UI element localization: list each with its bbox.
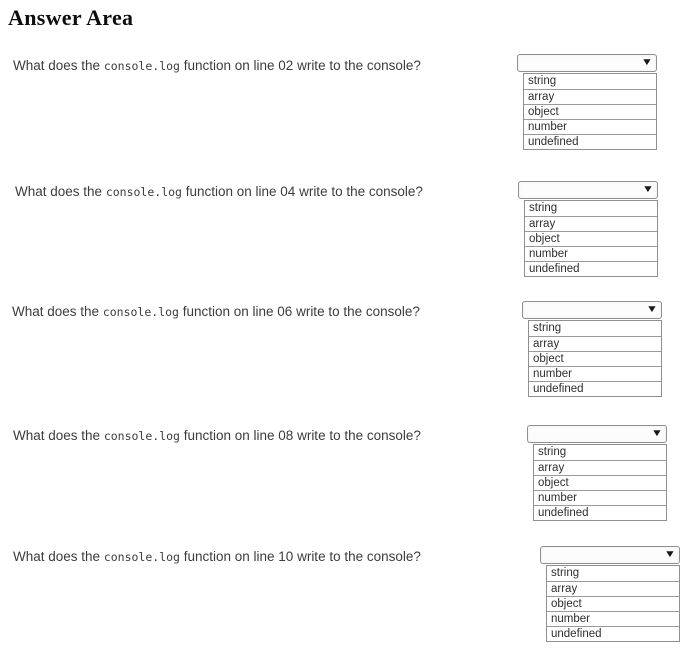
question-prefix: What does the <box>13 549 104 564</box>
option-number[interactable]: number <box>524 119 656 134</box>
option-object[interactable]: object <box>547 596 679 611</box>
option-array[interactable]: array <box>524 89 656 104</box>
question-2-text <box>15 184 423 199</box>
chevron-down-icon[interactable]: ▼ <box>640 57 654 68</box>
question-3-text <box>12 304 420 319</box>
question-5-text <box>13 549 421 564</box>
question-4-options-list <box>533 444 667 521</box>
inline-code: console.log <box>105 185 182 199</box>
option-string[interactable]: string <box>528 75 557 87</box>
question-2-select[interactable] <box>518 181 658 199</box>
question-3-select[interactable] <box>522 301 662 319</box>
inline-code: console.log <box>102 305 179 319</box>
inline-code: console.log <box>103 59 180 73</box>
question-4-text <box>13 428 421 443</box>
option-string[interactable]: string <box>533 322 562 334</box>
question-suffix: function on line 10 write to the console? <box>179 549 421 564</box>
question-2-dropdown <box>518 181 658 275</box>
option-object[interactable]: object <box>525 231 657 246</box>
option-string[interactable]: string <box>551 567 580 579</box>
question-5-select[interactable] <box>540 546 680 564</box>
option-string[interactable]: string <box>529 202 558 214</box>
option-array[interactable]: array <box>529 336 661 351</box>
option-undefined[interactable]: undefined <box>524 134 656 149</box>
question-5-dropdown <box>540 546 680 640</box>
option-string[interactable]: string <box>538 446 567 458</box>
question-suffix: function on line 08 write to the console? <box>179 428 421 443</box>
question-prefix: What does the <box>13 428 104 443</box>
option-number[interactable]: number <box>534 490 666 505</box>
option-object[interactable]: object <box>529 351 661 366</box>
option-object[interactable]: object <box>524 104 656 119</box>
option-array[interactable]: array <box>534 460 666 475</box>
question-prefix: What does the <box>15 184 106 199</box>
chevron-down-icon[interactable]: ▼ <box>641 184 655 195</box>
chevron-down-icon[interactable]: ▼ <box>650 428 664 439</box>
question-1-text <box>13 58 421 73</box>
page-title: Answer Area <box>8 5 134 30</box>
option-array[interactable]: array <box>547 581 679 596</box>
inline-code: console.log <box>103 429 180 443</box>
question-2-options-list <box>524 200 658 277</box>
question-4-dropdown <box>527 425 667 519</box>
question-1-dropdown <box>517 54 657 148</box>
inline-code: console.log <box>103 550 180 564</box>
question-suffix: function on line 02 write to the console? <box>179 58 421 73</box>
option-array[interactable]: array <box>525 216 657 231</box>
chevron-down-icon[interactable]: ▼ <box>663 549 677 560</box>
question-prefix: What does the <box>13 58 104 73</box>
question-1-select[interactable] <box>517 54 657 72</box>
option-number[interactable]: number <box>547 611 679 626</box>
option-number[interactable]: number <box>525 246 657 261</box>
question-3-dropdown <box>522 301 662 395</box>
question-5-options-list <box>546 565 680 642</box>
question-1-options-list <box>523 73 657 150</box>
question-3-options-list <box>528 320 662 397</box>
question-prefix: What does the <box>12 304 103 319</box>
option-undefined[interactable]: undefined <box>534 505 666 520</box>
option-undefined[interactable]: undefined <box>525 261 657 276</box>
question-4-select[interactable] <box>527 425 667 443</box>
chevron-down-icon[interactable]: ▼ <box>645 304 659 315</box>
question-suffix: function on line 04 write to the console? <box>181 184 423 199</box>
option-object[interactable]: object <box>534 475 666 490</box>
option-undefined[interactable]: undefined <box>529 381 661 396</box>
question-suffix: function on line 06 write to the console? <box>178 304 420 319</box>
option-number[interactable]: number <box>529 366 661 381</box>
option-undefined[interactable]: undefined <box>547 626 679 641</box>
